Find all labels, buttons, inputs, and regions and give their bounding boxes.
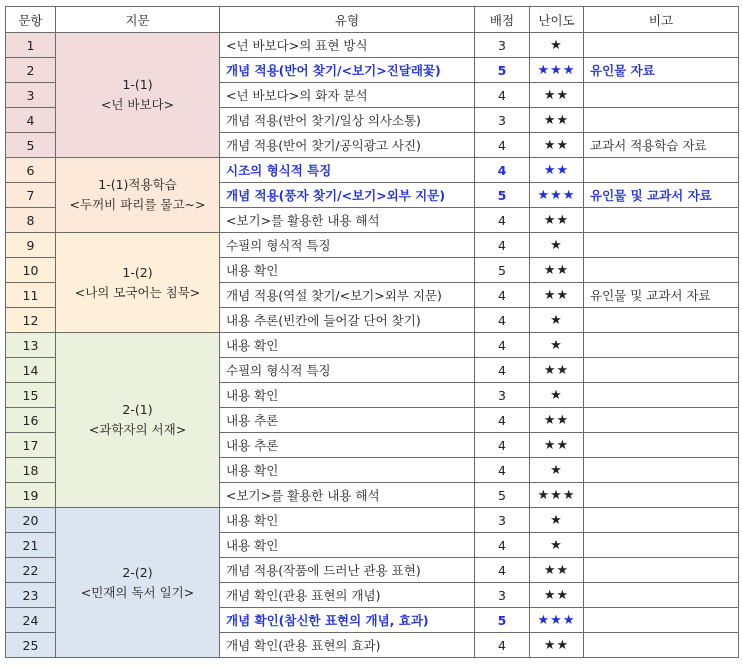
question-type: 내용 추론 [220,433,475,458]
question-type: 내용 확인 [220,333,475,358]
question-number: 10 [6,258,56,283]
question-score: 3 [475,583,530,608]
question-note [584,633,739,658]
table-row [6,233,739,258]
question-type: 개념 적용(반어 찾기/일상 의사소통) [220,108,475,133]
question-type: 개념 확인(참신한 표현의 개념, 효과) [220,608,475,633]
passage-line: <과학자의 서재> [88,422,187,437]
question-score: 4 [475,333,530,358]
passage-line: 1-(1)적용학습 [98,177,177,192]
header-passage: 지문 [56,7,220,33]
passage-line: <민재의 독서 일기> [80,584,195,600]
passage-cell [56,33,220,158]
question-score: 4 [475,308,530,333]
question-note [584,533,739,558]
question-score: 4 [475,458,530,483]
header-question-no: 문항 [6,7,56,33]
question-type: 개념 확인(관용 표현의 효과) [220,633,475,658]
question-type: <넌 바보다>의 표현 방식 [220,33,475,58]
question-note [584,583,739,608]
difficulty-stars: ★ [530,33,584,58]
question-type: 내용 확인 [220,258,475,283]
question-type: 내용 확인 [220,533,475,558]
question-score: 3 [475,33,530,58]
question-number: 7 [6,183,56,208]
difficulty-stars: ★★ [530,358,584,383]
passage-line: 2-(1) [122,402,153,417]
question-number: 3 [6,83,56,108]
difficulty-stars: ★★ [530,558,584,583]
table-body [6,33,739,658]
table-row [6,158,739,183]
question-note [584,383,739,408]
question-note: 유인물 자료 [584,58,739,83]
passage-line: <넌 바보다> [100,97,175,112]
question-number: 23 [6,583,56,608]
header-difficulty: 난이도 [530,7,584,33]
difficulty-stars: ★ [530,508,584,533]
question-score: 3 [475,108,530,133]
question-type: 개념 적용(역설 찾기/<보기>외부 지문) [220,283,475,308]
question-note [584,508,739,533]
question-type: 내용 확인 [220,383,475,408]
header-row [6,7,739,33]
difficulty-stars: ★ [530,533,584,558]
question-note [584,458,739,483]
question-score: 4 [475,208,530,233]
question-type: 내용 추론 [220,408,475,433]
header-score: 배점 [475,7,530,33]
exam-analysis-table-wrapper [5,6,739,658]
question-note [584,333,739,358]
question-number: 4 [6,108,56,133]
question-note [584,208,739,233]
header-note: 비고 [584,7,739,33]
difficulty-stars: ★★ [530,633,584,658]
question-number: 16 [6,408,56,433]
question-note [584,433,739,458]
question-number: 17 [6,433,56,458]
difficulty-stars: ★★★ [530,608,584,633]
question-type: 내용 추론(빈칸에 들어갈 단어 찾기) [220,308,475,333]
question-score: 4 [475,233,530,258]
question-number: 12 [6,308,56,333]
passage-cell [56,233,220,333]
difficulty-stars: ★★ [530,433,584,458]
table-row [6,33,739,58]
question-number: 9 [6,233,56,258]
question-number: 1 [6,33,56,58]
question-type: 시조의 형식적 특징 [220,158,475,183]
question-score: 4 [475,633,530,658]
question-type: <보기>를 활용한 내용 해석 [220,483,475,508]
question-number: 11 [6,283,56,308]
question-number: 6 [6,158,56,183]
difficulty-stars: ★★ [530,208,584,233]
question-number: 5 [6,133,56,158]
passage-cell [56,333,220,508]
question-score: 5 [475,258,530,283]
question-type: 내용 확인 [220,458,475,483]
difficulty-stars: ★★★ [530,58,584,83]
question-score: 5 [475,183,530,208]
question-number: 19 [6,483,56,508]
table-row [6,333,739,358]
question-number: 20 [6,508,56,533]
difficulty-stars: ★ [530,458,584,483]
question-note: 유인물 및 교과서 자료 [584,283,739,308]
question-note [584,33,739,58]
difficulty-stars: ★★★ [530,483,584,508]
difficulty-stars: ★★ [530,133,584,158]
question-type: 수필의 형식적 특징 [220,233,475,258]
passage-line: <두꺼비 파리를 물고~> [69,197,206,212]
question-type: 개념 적용(작품에 드러난 관용 표현) [220,558,475,583]
question-note [584,483,739,508]
question-note [584,108,739,133]
question-note [584,608,739,633]
question-score: 4 [475,158,530,183]
question-note [584,233,739,258]
question-score: 5 [475,58,530,83]
header-type: 유형 [220,7,475,33]
question-number: 13 [6,333,56,358]
passage-line: 2-(2) [122,564,153,580]
question-note [584,258,739,283]
question-number: 22 [6,558,56,583]
difficulty-stars: ★ [530,308,584,333]
question-type: 개념 적용(반어 찾기/공익광고 사진) [220,133,475,158]
difficulty-stars: ★★ [530,83,584,108]
question-note [584,408,739,433]
question-score: 4 [475,433,530,458]
passage-cell [56,508,220,658]
question-note: 교과서 적용학습 자료 [584,133,739,158]
question-type: <넌 바보다>의 화자 분석 [220,83,475,108]
exam-analysis-table [5,6,739,658]
question-score: 4 [475,408,530,433]
question-type: 개념 적용(풍자 찾기/<보기>외부 지문) [220,183,475,208]
question-number: 8 [6,208,56,233]
question-note: 유인물 및 교과서 자료 [584,183,739,208]
question-note [584,83,739,108]
difficulty-stars: ★★ [530,283,584,308]
question-score: 3 [475,508,530,533]
difficulty-stars: ★ [530,333,584,358]
question-score: 4 [475,558,530,583]
difficulty-stars: ★★★ [530,183,584,208]
question-score: 4 [475,358,530,383]
difficulty-stars: ★ [530,233,584,258]
question-note [584,358,739,383]
question-number: 15 [6,383,56,408]
question-type: <보기>를 활용한 내용 해석 [220,208,475,233]
question-number: 14 [6,358,56,383]
question-type: 개념 확인(관용 표현의 개념) [220,583,475,608]
question-score: 4 [475,133,530,158]
difficulty-stars: ★ [530,383,584,408]
question-note [584,308,739,333]
question-number: 25 [6,633,56,658]
passage-line: 1-(1) [122,77,153,92]
question-note [584,158,739,183]
question-number: 2 [6,58,56,83]
table-row [6,508,739,533]
question-score: 5 [475,608,530,633]
question-type: 수필의 형식적 특징 [220,358,475,383]
question-type: 내용 확인 [220,508,475,533]
difficulty-stars: ★★ [530,583,584,608]
difficulty-stars: ★★ [530,258,584,283]
question-score: 3 [475,383,530,408]
passage-line: 1-(2) [122,264,153,280]
question-number: 18 [6,458,56,483]
difficulty-stars: ★★ [530,108,584,133]
question-number: 24 [6,608,56,633]
question-type: 개념 적용(반어 찾기/<보기>진달래꽃) [220,58,475,83]
difficulty-stars: ★★ [530,158,584,183]
question-score: 5 [475,483,530,508]
question-score: 4 [475,283,530,308]
passage-cell [56,158,220,233]
question-score: 4 [475,83,530,108]
passage-line: <나의 모국어는 침묵> [74,284,201,300]
question-score: 4 [475,533,530,558]
question-note [584,558,739,583]
question-number: 21 [6,533,56,558]
difficulty-stars: ★★ [530,408,584,433]
